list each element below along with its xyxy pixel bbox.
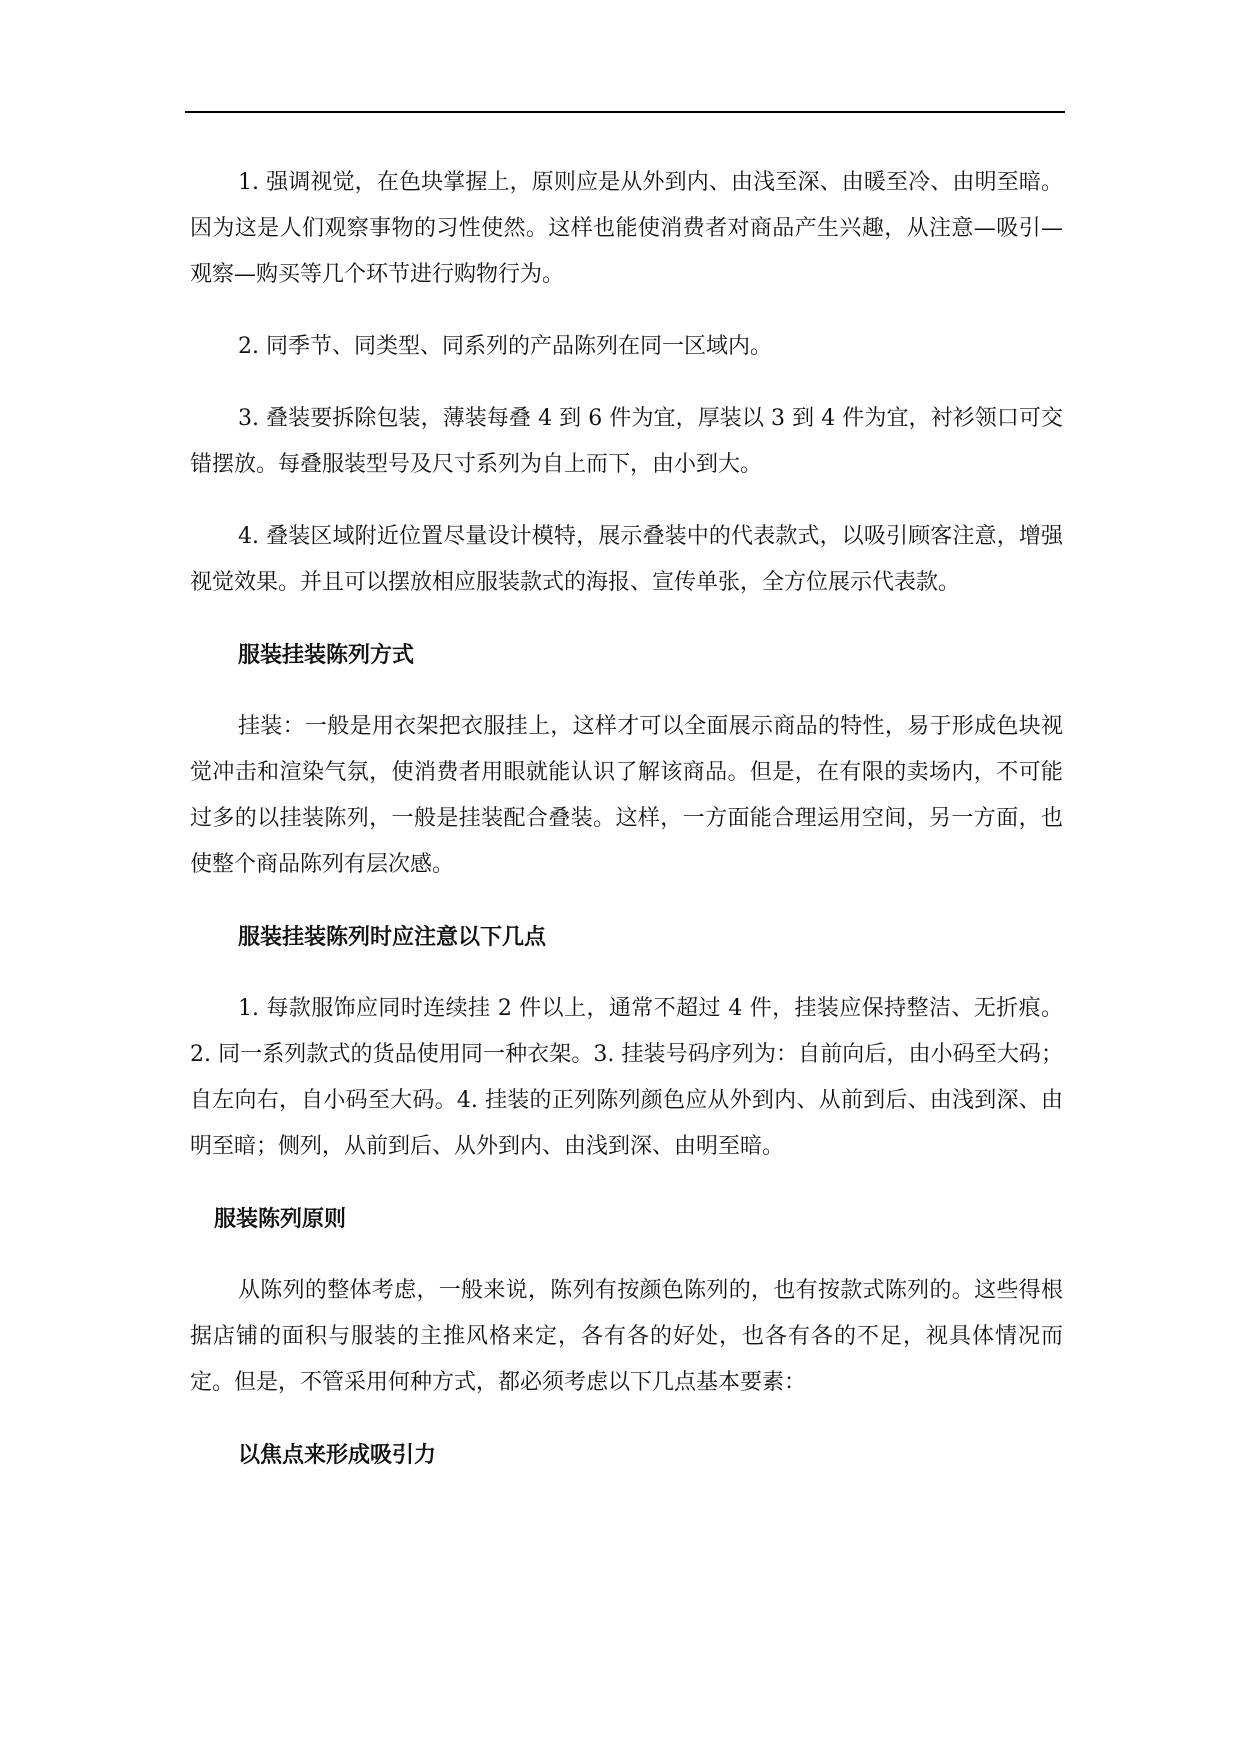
heading-focal-point: 以焦点来形成吸引力 xyxy=(238,1442,437,1468)
document-body xyxy=(190,160,1063,1478)
paragraph-same-season: 2. 同季节、同类型、同系列的产品陈列在同一区域内。 xyxy=(238,334,772,359)
heading-hanging-notes: 服装挂装陈列时应注意以下几点 xyxy=(238,924,547,950)
paragraph-hanging-rules: 1. 每款服饰应同时连续挂 2 件以上，通常不超过 4 件，挂装应保持整洁、无折痕。2. 同一系列款式的货品使用同一种衣架。3. 挂装号码序列为：自前向后，由小码至大码；自左向右，自小码至大码。4. 挂装的正列陈列颜色应从外到内、从前到后、由浅到深、由明至暗；侧列，从前到后、从外到内、由浅到深、由明至暗。 xyxy=(190,996,1063,1159)
paragraph-visual-emphasis: 1. 强调视觉，在色块掌握上，原则应是从外到内、由浅至深、由暖至冷、由明至暗。因为这是人们观察事物的习性使然。这样也能使消费者对商品产生兴趣，从注意—吸引—观察—购买等几个环节进行购物行为。 xyxy=(190,170,1063,287)
paragraph-folding: 3. 叠装要拆除包装，薄装每叠 4 到 6 件为宜，厚装以 3 到 4 件为宜，衬衫领口可交错摆放。每叠服装型号及尺寸系列为自上而下，由小到大。 xyxy=(190,406,1063,477)
paragraph-mannequin: 4. 叠装区域附近位置尽量设计模特，展示叠装中的代表款式，以吸引顾客注意，增强视觉效果。并且可以摆放相应服装款式的海报、宣传单张，全方位展示代表款。 xyxy=(190,524,1063,595)
heading-display-principles: 服装陈列原则 xyxy=(214,1206,347,1232)
paragraph-principles: 从陈列的整体考虑，一般来说，陈列有按颜色陈列的，也有按款式陈列的。这些得根据店铺的面积与服装的主推风格来定，各有各的好处，也各有各的不足，视具体情况而定。但是，不管采用何种方式，都必须考虑以下几点基本要素： xyxy=(190,1278,1063,1395)
paragraph-hanging: 挂装：一般是用衣架把衣服挂上，这样才可以全面展示商品的特性，易于形成色块视觉冲击和渲染气氛，使消费者用眼就能认识了解该商品。但是，在有限的卖场内，不可能过多的以挂装陈列，一般是挂装配合叠装。这样，一方面能合理运用空间，另一方面，也使整个商品陈列有层次感。 xyxy=(190,714,1063,877)
header-rule xyxy=(185,111,1065,113)
heading-hanging-method: 服装挂装陈列方式 xyxy=(238,642,415,668)
